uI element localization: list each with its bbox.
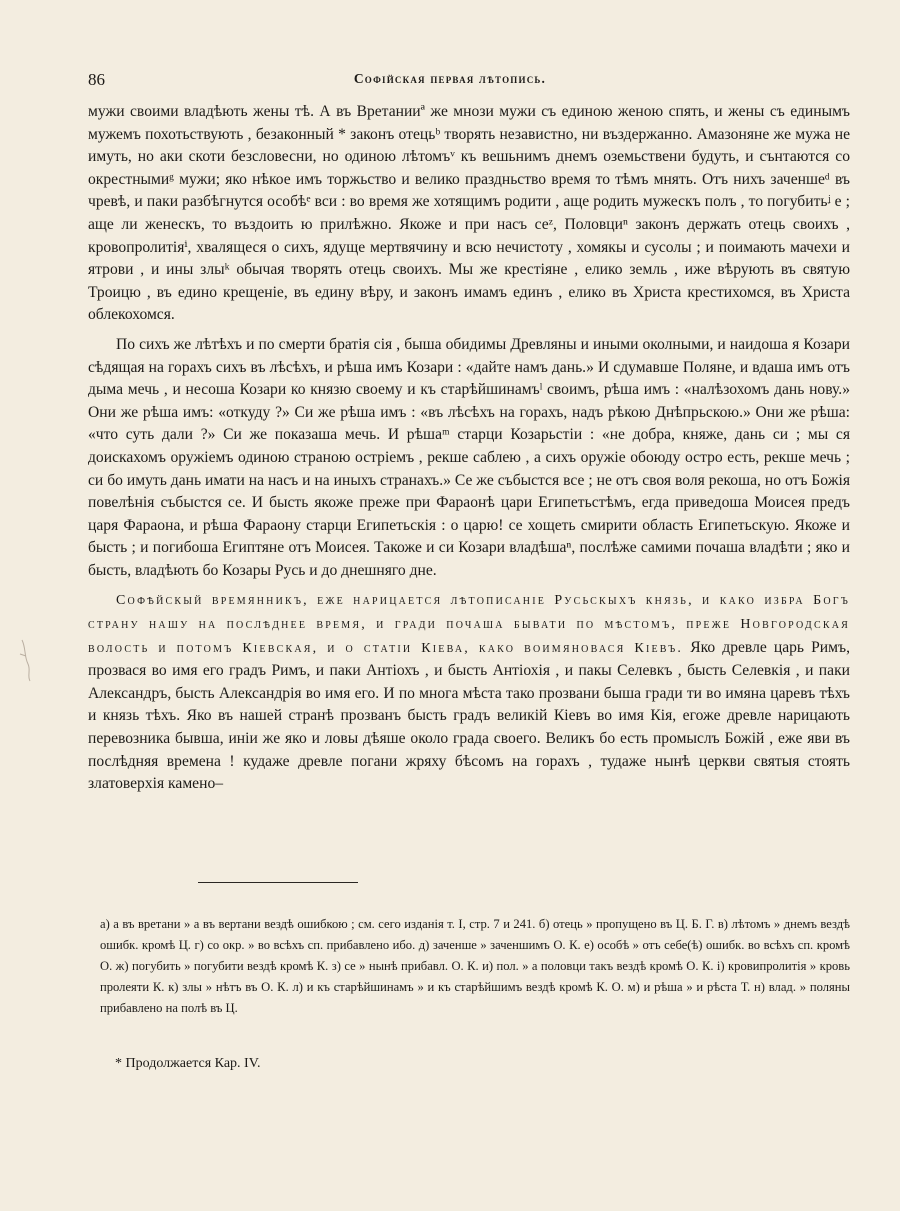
section-paragraph [88, 589, 850, 795]
section-heading: Софѣйскый времянникъ, еже нарицается лѣтописаніе Русьскыхъ князь, и како избра Богъ страну нашу на послѣднее время, и гради почаша бывати по мѣстомъ, преже Новгородская волость и потомъ Кіевская, и о статіи Кіева, како воимяновася Кіевъ. [88, 593, 850, 656]
footnotes: а) а въ вретани » а въ вертани вездѣ ошибкою ; см. сего изданія т. I, стр. 7 и 241. б) отець » пропущено въ Ц. Б. Г. в) лѣтомъ » днемъ вездѣ ошибк. кромѣ Ц. г) со окр. » во всѣхъ сп. прибавлено ибо. д) заченше » заченшимъ О. К. е) особѣ » отъ себе(ѣ) ошибк. во всѣхъ сп. кромѣ О. ж) погубить » погубити вездѣ кромѣ К. з) се » нынѣ прибавл. О. К. и) пол. » а половци такъ вездѣ кромѣ О. К. і) кровипролитія » кровь пролеяти К. к) злы » нѣтъ въ О. К. л) и къ старѣйшинамъ » и къ старѣйшимъ вездѣ кромѣ К. О. м) и рѣша » и рѣста Т. н) влад. » поляны прибавлено на полѣ въ Ц. [100, 917, 850, 1015]
margin-pencil-mark [18, 634, 40, 684]
footnote-rule [198, 882, 358, 883]
page-number: 86 [88, 70, 105, 89]
main-text [88, 101, 850, 796]
continuation-note: * Продолжается Кар. IV. [115, 1056, 261, 1071]
section-text: Яко древле царь Римъ, прозвася во имя его градъ Римъ, и паки Антіохъ , и бысть Антіохія , и пакы Селевкъ , бысть Селевкія , и паки Александръ, бысть Александрія во имя его. И по многа мѣста тако прозвани быша гради ти во имяна царевъ тѣхъ и князь тѣхъ. Яко въ нашей странѣ прозванъ бысть градъ великій Кіевъ во имя Кія, егоже древле нарицають перевозника бывша, иніи же яко и ловы дѣяше около града своего. Великъ бо есть промыслъ Божій , еже яви въ послѣдняя времена ! кудаже древле погани жряху бѣсомъ на горахъ , тудаже нынѣ церкви святыя стоять златоверхія камено– [88, 638, 850, 793]
running-title: Софійская первая лѣтопись. [353, 71, 547, 86]
page-header [88, 70, 812, 92]
paragraph-2: По сихъ же лѣтѣхъ и по смерти братія сія , быша обидимы Древляны и иными околными, и наидоша я Козари сѣдящая на горахъ сихъ въ лѣсѣхъ, и рѣша имъ Козари : «дайте намъ дань.» И сдумавше Поляне, и вдаша имъ отъ дыма мечь , и несоша Козари ко князю своему и къ старѣйшинамъˡ своимъ, рѣша имъ : «налѣзохомъ дань нову.» Они же рѣша имъ: «откуду ?» Си же рѣша имъ : «въ лѣсѣхъ на горахъ, надъ рѣкою Днѣпрьскою.» Они же рѣша: «что суть дали ?» Си же показаша мечь. И рѣшаᵐ старци Козарьстіи : «не добра, княже, дань си ; мы ся доискахомъ оружіемъ одиною страною остріемъ , рекше саблею , а сихъ оружіе обоюду остро есть, рекше мечь ; си бо имуть дань имати на насъ и на иныхъ странахъ.» Се же събыстся все ; не отъ своя воля рекоша, но отъ Божія повелѣнія събыстся се. И бысть якоже преже при Фараонѣ цари Египетьстѣмъ, егда приведоша Моисея предъ царя Фараона, и рѣша Фараону старци Египетьскія : о царю! се хощеть смирити область Египетьскую. Якоже и бысть ; и погибоша Египтяне отъ Моисея. Такоже и си Козари владѣшаⁿ, послѣже самими почаша владѣти ; яко и бысть, владѣють бо Козары Русь и до днешняго дне. [88, 335, 850, 579]
paragraph-1: мужи своими владѣють жены тѣ. А въ Вретанииª же мнози мужи съ единою женою спять, и жены съ единымъ мужемъ похотьствують , безаконный * законъ отецьᵇ творять независтно, ни въздержанно. Амазоняне же мужа не имуть, но аки скоти безсловесни, но одиною лѣтомъᵛ къ вешьнимъ днемъ оземьствени будуть, и сънтаются со окрестнымиᵍ мужи; яко нѣкое имъ торжьство и велико праздньство время то тѣмъ мнять. Отъ нихъ заченшеᵈ въ чревѣ, и паки разбѣгнутся особѣᵉ вси : во время же хотящимъ родити , аще родить мужескъ полъ , то погубитьᶨ е ; аще ли женескъ, то въздоить ю прилѣжно. Якоже и при насъ сеᶻ, Половциⁿ законъ держать отець своихъ , кровопролитіяⁱ, хвалящеся о сихъ, ядуще мертвячину и всю нечистоту , хомякы и сусолы ; и поимають мачехи и ятрови , и ины злыᵏ обычая творять отець своихъ. Мы же крестіяне , елико земль , иже вѣрують въ святую Троицю , въ едино крещеніе, въ едину вѣру, и законъ имамъ единъ , елико въ Христа крестихомся, въ Христа облекохомся. [88, 103, 850, 324]
